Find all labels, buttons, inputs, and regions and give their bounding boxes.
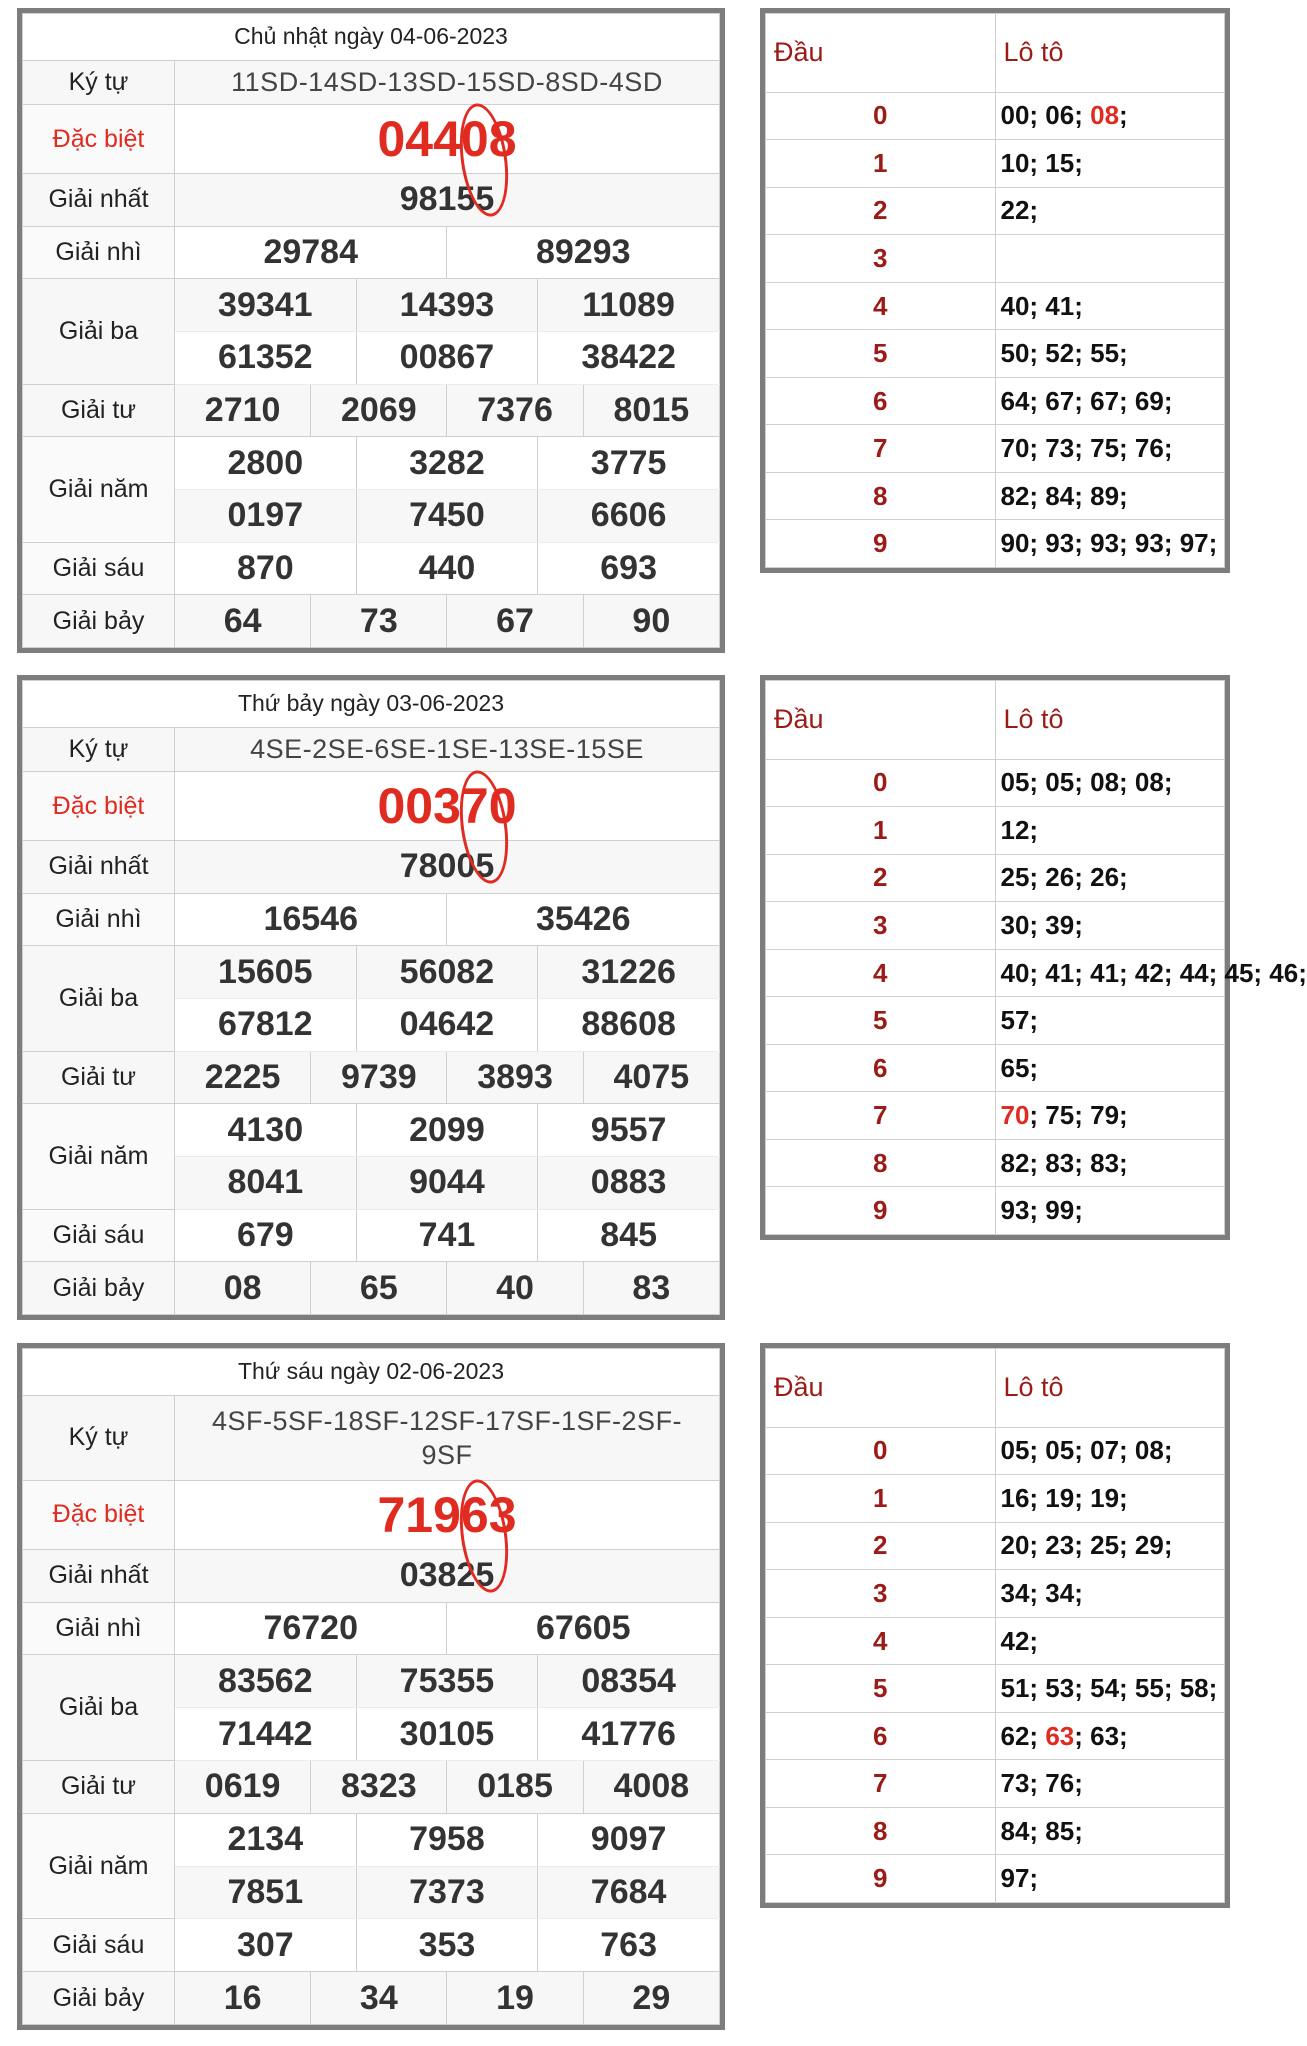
loto-dau: 0: [766, 92, 996, 140]
ky-tu-value: 4SF-5SF-18SF-12SF-17SF-1SF-2SF-9SF: [175, 1395, 720, 1480]
loto-value: 00; 06;: [1000, 100, 1091, 131]
loto-dau: 4: [766, 282, 996, 330]
loto-head-dau: Đầu: [766, 14, 996, 93]
third-prize: 11089: [538, 279, 720, 332]
fifth-prize: 9557: [538, 1104, 720, 1157]
special-prize-number: 71963: [377, 1486, 517, 1543]
third-prize: 75355: [356, 1655, 538, 1708]
loto-value: ; 63;: [1074, 1720, 1128, 1751]
loto-value: 82; 84; 89;: [1000, 480, 1128, 511]
seventh-prize: 67: [447, 595, 583, 648]
label-giai-bay: Giải bảy: [23, 1972, 175, 2025]
loto-dau: 9: [766, 1855, 996, 1903]
second-prize: 16546: [175, 893, 447, 946]
draw-block: [0, 8, 1241, 676]
loto-values: [995, 854, 1225, 902]
third-prize: 67812: [175, 998, 357, 1051]
draw-date-title: Thứ sáu ngày 02-06-2023: [23, 1349, 720, 1396]
label-giai-nhi: Giải nhì: [23, 893, 175, 946]
loto-dau: 3: [766, 235, 996, 283]
loto-values: [995, 759, 1225, 807]
label-giai-ba: Giải ba: [23, 279, 175, 384]
loto-value: 42;: [1000, 1625, 1039, 1656]
loto-table: [760, 675, 1307, 1240]
first-prize: 03825: [175, 1549, 720, 1602]
loto-values: [995, 1617, 1225, 1665]
loto-values: [995, 1807, 1225, 1855]
seventh-prize: 29: [583, 1972, 719, 2025]
loto-values: [995, 1522, 1225, 1570]
loto-dau: 0: [766, 1427, 996, 1475]
loto-dau: 2: [766, 854, 996, 902]
label-giai-nhi: Giải nhì: [23, 226, 175, 279]
loto-dau: 4: [766, 949, 996, 997]
loto-dau: 7: [766, 425, 996, 473]
loto-value: 16; 19; 19;: [1000, 1482, 1128, 1513]
fifth-prize: 7851: [175, 1866, 357, 1919]
label-dac-biet: Đặc biệt: [23, 772, 175, 841]
sixth-prize: 763: [538, 1919, 720, 1972]
loto-value: 73; 76;: [1000, 1768, 1083, 1799]
sixth-prize: 845: [538, 1209, 720, 1262]
loto-values: [995, 92, 1225, 140]
fifth-prize: 2134: [175, 1813, 357, 1866]
seventh-prize: 16: [175, 1972, 311, 2025]
fifth-prize: 8041: [175, 1156, 357, 1209]
loto-value: 40; 41; 41; 42; 44; 45; 46;: [1000, 957, 1307, 988]
loto-value-highlight: 08: [1090, 100, 1120, 131]
fifth-prize: 4130: [175, 1104, 357, 1157]
loto-dau: 6: [766, 1044, 996, 1092]
label-giai-tu: Giải tư: [23, 384, 175, 437]
label-ky-tu: Ký tự: [23, 727, 175, 772]
loto-values: [995, 1855, 1225, 1903]
seventh-prize: 90: [583, 595, 719, 648]
loto-table: [760, 1343, 1230, 1908]
draw-block: [0, 1343, 1241, 2017]
loto-dau: 8: [766, 1139, 996, 1187]
fourth-prize: 4008: [583, 1761, 719, 1814]
loto-value: 64; 67; 67; 69;: [1000, 385, 1173, 416]
loto-head-dau: Đầu: [766, 681, 996, 760]
loto-value: 20; 23; 25; 29;: [1000, 1530, 1173, 1561]
sixth-prize: 870: [175, 542, 357, 595]
special-prize: [175, 1480, 720, 1549]
label-giai-sau: Giải sáu: [23, 542, 175, 595]
label-dac-biet: Đặc biệt: [23, 1480, 175, 1549]
third-prize: 83562: [175, 1655, 357, 1708]
loto-value: 62;: [1000, 1720, 1046, 1751]
fifth-prize: 9044: [356, 1156, 538, 1209]
loto-value: 30; 39;: [1000, 910, 1083, 940]
loto-values: [995, 282, 1225, 330]
fifth-prize: 2800: [175, 437, 357, 490]
ky-tu-value: 4SE-2SE-6SE-1SE-13SE-15SE: [175, 727, 720, 772]
loto-value: 65;: [1000, 1052, 1039, 1083]
loto-dau: 7: [766, 1760, 996, 1808]
loto-dau: 0: [766, 759, 996, 807]
loto-value: 51; 53; 54; 55; 58;: [1000, 1673, 1218, 1704]
seventh-prize: 64: [175, 595, 311, 648]
fifth-prize: 7958: [356, 1813, 538, 1866]
fifth-prize: 9097: [538, 1813, 720, 1866]
third-prize: 04642: [356, 998, 538, 1051]
loto-dau: 8: [766, 1807, 996, 1855]
loto-values: [995, 472, 1225, 520]
loto-dau: 7: [766, 1092, 996, 1140]
draw-date-title: Chủ nhật ngày 04-06-2023: [23, 14, 720, 61]
loto-values: [995, 425, 1225, 473]
first-prize: 78005: [175, 840, 720, 893]
third-prize: 00867: [356, 331, 538, 384]
loto-values: [995, 1092, 1225, 1140]
loto-value: 12;: [1000, 814, 1039, 845]
third-prize: 15605: [175, 946, 357, 999]
seventh-prize: 83: [583, 1262, 719, 1315]
fourth-prize: 4075: [583, 1051, 719, 1104]
loto-value: 05; 05; 08; 08;: [1000, 767, 1173, 798]
fourth-prize: 9739: [311, 1051, 447, 1104]
second-prize: 89293: [447, 226, 720, 279]
loto-values: [995, 807, 1225, 855]
loto-values: [995, 377, 1225, 425]
fifth-prize: 3282: [356, 437, 538, 490]
fourth-prize: 2069: [311, 384, 447, 437]
loto-value: 40; 41;: [1000, 290, 1083, 321]
second-prize: 29784: [175, 226, 447, 279]
label-giai-ba: Giải ba: [23, 1655, 175, 1761]
loto-values: [995, 235, 1225, 283]
fourth-prize: 3893: [447, 1051, 583, 1104]
third-prize: 14393: [356, 279, 538, 332]
label-giai-nhat: Giải nhất: [23, 1549, 175, 1602]
loto-dau: 9: [766, 1187, 996, 1235]
third-prize: 61352: [175, 331, 357, 384]
third-prize: 39341: [175, 279, 357, 332]
third-prize: 38422: [538, 331, 720, 384]
loto-value-highlight: 63: [1045, 1720, 1075, 1751]
sixth-prize: 353: [356, 1919, 538, 1972]
sixth-prize: 307: [175, 1919, 357, 1972]
sixth-prize: 679: [175, 1209, 357, 1262]
fourth-prize: 2710: [175, 384, 311, 437]
loto-dau: 1: [766, 807, 996, 855]
label-ky-tu: Ký tự: [23, 60, 175, 105]
loto-value: 90; 93; 93; 93; 97;: [1000, 528, 1218, 559]
loto-dau: 9: [766, 520, 996, 568]
sixth-prize: 693: [538, 542, 720, 595]
loto-values: [995, 1475, 1225, 1523]
loto-dau: 8: [766, 472, 996, 520]
third-prize: 56082: [356, 946, 538, 999]
results-table: [17, 1343, 725, 2030]
loto-values: [995, 330, 1225, 378]
loto-value: 25; 26; 26;: [1000, 862, 1128, 893]
loto-values: [995, 902, 1225, 950]
fifth-prize: 2099: [356, 1104, 538, 1157]
third-prize: 41776: [538, 1708, 720, 1761]
seventh-prize: 08: [175, 1262, 311, 1315]
loto-head-loto: Lô tô: [995, 1349, 1225, 1428]
seventh-prize: 65: [311, 1262, 447, 1315]
label-giai-nam: Giải năm: [23, 437, 175, 542]
loto-dau: 3: [766, 902, 996, 950]
fourth-prize: 2225: [175, 1051, 311, 1104]
third-prize: 30105: [356, 1708, 538, 1761]
loto-value: 22;: [1000, 195, 1039, 226]
fifth-prize: 0883: [538, 1156, 720, 1209]
loto-values: [995, 1187, 1225, 1235]
fifth-prize: 0197: [175, 489, 357, 542]
loto-value: 57;: [1000, 1005, 1039, 1036]
loto-values: [995, 1712, 1225, 1760]
loto-values: [995, 1044, 1225, 1092]
fourth-prize: 7376: [447, 384, 583, 437]
loto-dau: 1: [766, 140, 996, 188]
third-prize: 71442: [175, 1708, 357, 1761]
fourth-prize: 0619: [175, 1761, 311, 1814]
loto-head-loto: Lô tô: [995, 14, 1225, 93]
loto-dau: 5: [766, 1665, 996, 1713]
loto-values: [995, 520, 1225, 568]
label-ky-tu: Ký tự: [23, 1395, 175, 1480]
label-giai-ba: Giải ba: [23, 946, 175, 1051]
loto-values: [995, 1139, 1225, 1187]
loto-value: 70; 73; 75; 76;: [1000, 433, 1173, 464]
fifth-prize: 3775: [538, 437, 720, 490]
loto-dau: 5: [766, 997, 996, 1045]
second-prize: 35426: [447, 893, 720, 946]
loto-head-dau: Đầu: [766, 1349, 996, 1428]
draw-date-title: Thứ bảy ngày 03-06-2023: [23, 681, 720, 728]
fifth-prize: 6606: [538, 489, 720, 542]
loto-values: [995, 1570, 1225, 1618]
loto-values: [995, 187, 1225, 235]
loto-dau: 5: [766, 330, 996, 378]
first-prize: 98155: [175, 173, 720, 226]
label-giai-sau: Giải sáu: [23, 1919, 175, 1972]
second-prize: 76720: [175, 1602, 447, 1655]
draw-block: [0, 675, 1307, 1343]
label-giai-bay: Giải bảy: [23, 1262, 175, 1315]
loto-values: [995, 1760, 1225, 1808]
third-prize: 31226: [538, 946, 720, 999]
third-prize: 08354: [538, 1655, 720, 1708]
loto-dau: 2: [766, 187, 996, 235]
results-table: [17, 675, 725, 1320]
loto-dau: 3: [766, 1570, 996, 1618]
loto-value: 10; 15;: [1000, 147, 1083, 178]
second-prize: 67605: [447, 1602, 720, 1655]
seventh-prize: 19: [447, 1972, 583, 2025]
loto-dau: 6: [766, 1712, 996, 1760]
ky-tu-value: 11SD-14SD-13SD-15SD-8SD-4SD: [175, 60, 720, 105]
loto-dau: 1: [766, 1475, 996, 1523]
label-giai-tu: Giải tư: [23, 1051, 175, 1104]
label-giai-tu: Giải tư: [23, 1761, 175, 1814]
loto-value: 82; 83; 83;: [1000, 1147, 1128, 1178]
loto-values: [995, 997, 1225, 1045]
loto-dau: 2: [766, 1522, 996, 1570]
special-prize: [175, 772, 720, 841]
loto-value: 93; 99;: [1000, 1195, 1083, 1226]
sixth-prize: 440: [356, 542, 538, 595]
third-prize: 88608: [538, 998, 720, 1051]
label-giai-bay: Giải bảy: [23, 595, 175, 648]
loto-values: [995, 949, 1307, 997]
loto-value: 05; 05; 07; 08;: [1000, 1435, 1173, 1466]
loto-value: 50; 52; 55;: [1000, 338, 1128, 369]
special-prize: [175, 105, 720, 174]
fourth-prize: 0185: [447, 1761, 583, 1814]
fourth-prize: 8015: [583, 384, 719, 437]
loto-value-highlight: 70: [1000, 1100, 1030, 1131]
loto-value: 84; 85;: [1000, 1815, 1083, 1846]
loto-values: [995, 1427, 1225, 1475]
loto-value: 97;: [1000, 1863, 1039, 1894]
fourth-prize: 8323: [311, 1761, 447, 1814]
fifth-prize: 7450: [356, 489, 538, 542]
label-giai-nhat: Giải nhất: [23, 173, 175, 226]
loto-values: [995, 140, 1225, 188]
loto-table: [760, 8, 1230, 573]
seventh-prize: 40: [447, 1262, 583, 1315]
loto-value: ; 75; 79;: [1029, 1100, 1128, 1131]
seventh-prize: 73: [311, 595, 447, 648]
fifth-prize: 7684: [538, 1866, 720, 1919]
label-giai-sau: Giải sáu: [23, 1209, 175, 1262]
results-table: [17, 8, 725, 653]
loto-value: ;: [1119, 100, 1128, 131]
loto-head-loto: Lô tô: [995, 681, 1225, 760]
label-dac-biet: Đặc biệt: [23, 105, 175, 174]
loto-value: 34; 34;: [1000, 1578, 1083, 1608]
seventh-prize: 34: [311, 1972, 447, 2025]
sixth-prize: 741: [356, 1209, 538, 1262]
label-giai-nam: Giải năm: [23, 1104, 175, 1209]
label-giai-nam: Giải năm: [23, 1813, 175, 1919]
loto-dau: 4: [766, 1617, 996, 1665]
label-giai-nhi: Giải nhì: [23, 1602, 175, 1655]
loto-dau: 6: [766, 377, 996, 425]
label-giai-nhat: Giải nhất: [23, 840, 175, 893]
special-prize-number: 04408: [377, 111, 517, 168]
loto-values: [995, 1665, 1225, 1713]
fifth-prize: 7373: [356, 1866, 538, 1919]
special-prize-number: 00370: [377, 778, 517, 835]
